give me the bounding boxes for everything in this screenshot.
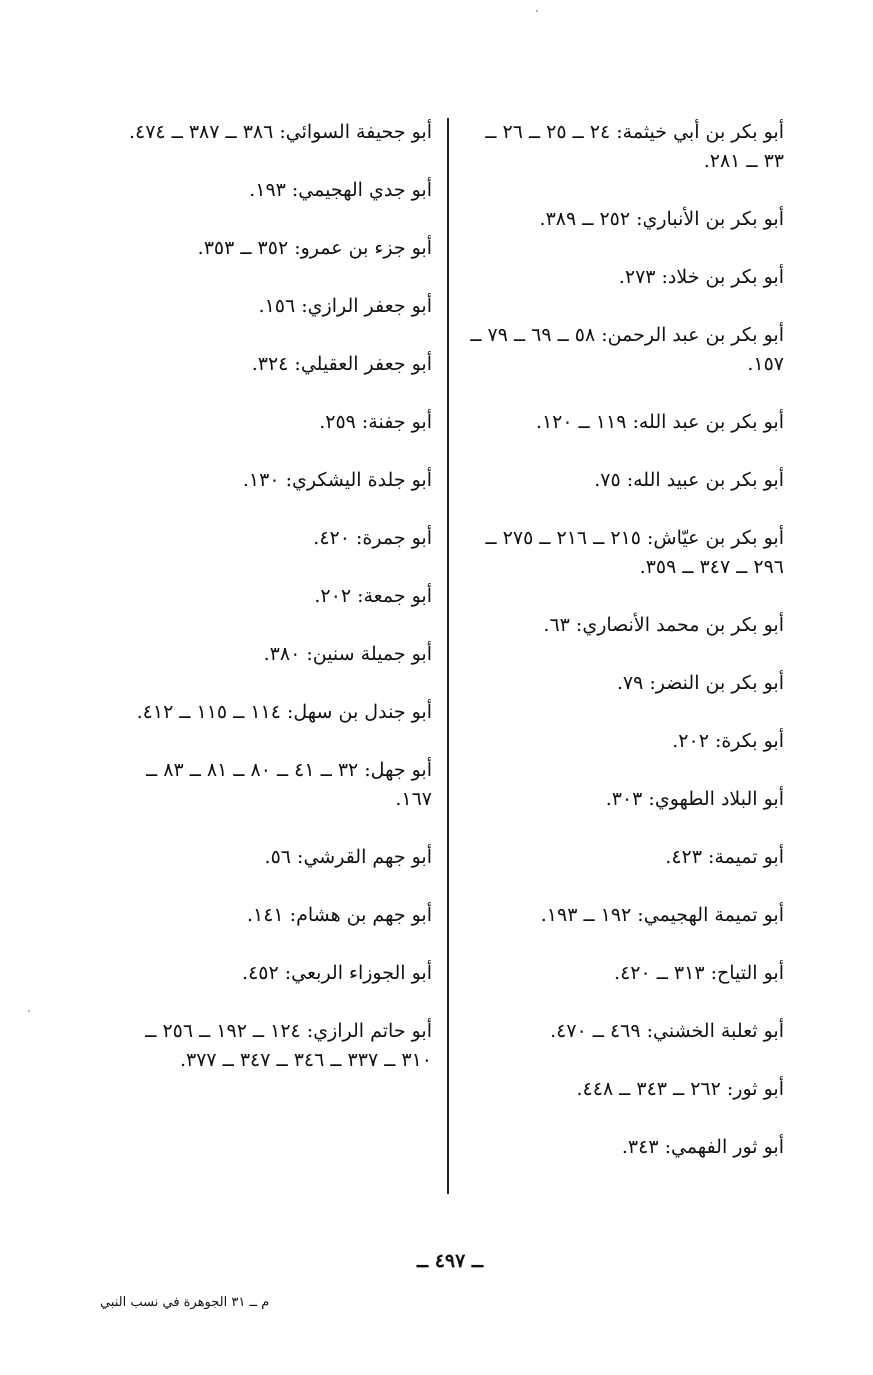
index-entry: أبو جدي الهجيمي: ١٩٣. — [249, 179, 432, 201]
index-entry: أبو البلاد الطهوي: ٣٠٣. — [605, 788, 784, 810]
index-entry: أبو بكر بن النضر: ٧٩. — [616, 672, 784, 694]
index-entry: أبو بكر بن عبيد الله: ٧٥. — [594, 469, 784, 491]
index-entry: أبو بكر بن عبد الله: ١١٩ ــ ١٢٠. — [535, 411, 784, 433]
index-entry: أبو بكر بن محمد الأنصاري: ٦٣. — [543, 614, 784, 636]
footer-signature: م ــ ٣١ الجوهرة في نسب النبي — [100, 1295, 270, 1310]
scan-speck — [536, 10, 538, 12]
index-column-left — [110, 118, 432, 1075]
index-entry: أبو بكر بن عيّاش: ٢١٥ ــ ٢١٦ ــ ٢٧٥ ــ ٢٩٦ ــ ٣٤٧ ــ ٣٥٩. — [485, 527, 784, 578]
index-entry: أبو بكرة: ٢٠٢. — [672, 730, 784, 752]
index-entry: أبو جعفر العقيلي: ٣٢٤. — [251, 353, 432, 375]
index-entry: أبو جمعة: ٢٠٢. — [314, 585, 432, 607]
index-entry: أبو جعفر الرازي: ١٥٦. — [258, 295, 432, 317]
index-entry: أبو حاتم الرازي: ١٢٤ ــ ١٩٢ ــ ٢٥٦ ــ ٣١٠ ــ ٣٣٧ ــ ٣٤٦ ــ ٣٤٧ ــ ٣٧٧. — [145, 1020, 432, 1071]
index-entry: أبو ثور الفهمي: ٣٤٣. — [621, 1136, 784, 1158]
column-divider — [447, 118, 449, 1194]
index-column-right — [462, 118, 784, 1162]
index-entry: أبو الجوزاء الربعي: ٤٥٢. — [242, 962, 432, 984]
scan-speck — [28, 1010, 30, 1012]
index-entry: أبو جهم بن هشام: ١٤١. — [246, 904, 432, 926]
index-entry: أبو ثور: ٢٦٢ ــ ٣٤٣ ــ ٤٤٨. — [576, 1078, 784, 1100]
index-entry: أبو بكر بن الأنباري: ٢٥٢ ــ ٣٨٩. — [539, 208, 784, 230]
index-entry: أبو جلدة اليشكري: ١٣٠. — [242, 469, 432, 491]
index-entry: أبو بكر بن أبي خيثمة: ٢٤ ــ ٢٥ ــ ٢٦ ــ ٣٣ ــ ٢٨١. — [485, 121, 784, 172]
index-entry: أبو جفنة: ٢٥٩. — [319, 411, 432, 433]
index-entry: أبو جميلة سنين: ٣٨٠. — [263, 643, 432, 665]
index-entry: أبو تميمة: ٤٢٣. — [665, 846, 784, 868]
index-entry: أبو جزء بن عمرو: ٣٥٢ ــ ٣٥٣. — [197, 237, 432, 259]
page-number: ــ ٤٩٧ ــ — [416, 1250, 484, 1272]
index-entry: أبو جهم القرشي: ٥٦. — [264, 846, 432, 868]
index-entry: أبو جمرة: ٤٢٠. — [313, 527, 432, 549]
index-entry: أبو بكر بن خلاد: ٢٧٣. — [618, 266, 784, 288]
index-entry: أبو ثعلبة الخشني: ٤٦٩ ــ ٤٧٠. — [550, 1020, 784, 1042]
index-entry: أبو تميمة الهجيمي: ١٩٢ ــ ١٩٣. — [540, 904, 784, 926]
index-entry: أبو التياح: ٣١٣ ــ ٤٢٠. — [614, 962, 784, 984]
index-entry: أبو جحيفة السوائي: ٣٨٦ ــ ٣٨٧ ــ ٤٧٤. — [128, 121, 432, 143]
index-entry: أبو بكر بن عبد الرحمن: ٥٨ ــ ٦٩ ــ ٧٩ ــ ١٥٧. — [470, 324, 784, 375]
index-entry: أبو جندل بن سهل: ١١٤ ــ ١١٥ ــ ٤١٢. — [136, 701, 432, 723]
index-entry: أبو جهل: ٣٢ ــ ٤١ ــ ٨٠ ــ ٨١ ــ ٨٣ ــ ١٦٧. — [146, 759, 432, 810]
